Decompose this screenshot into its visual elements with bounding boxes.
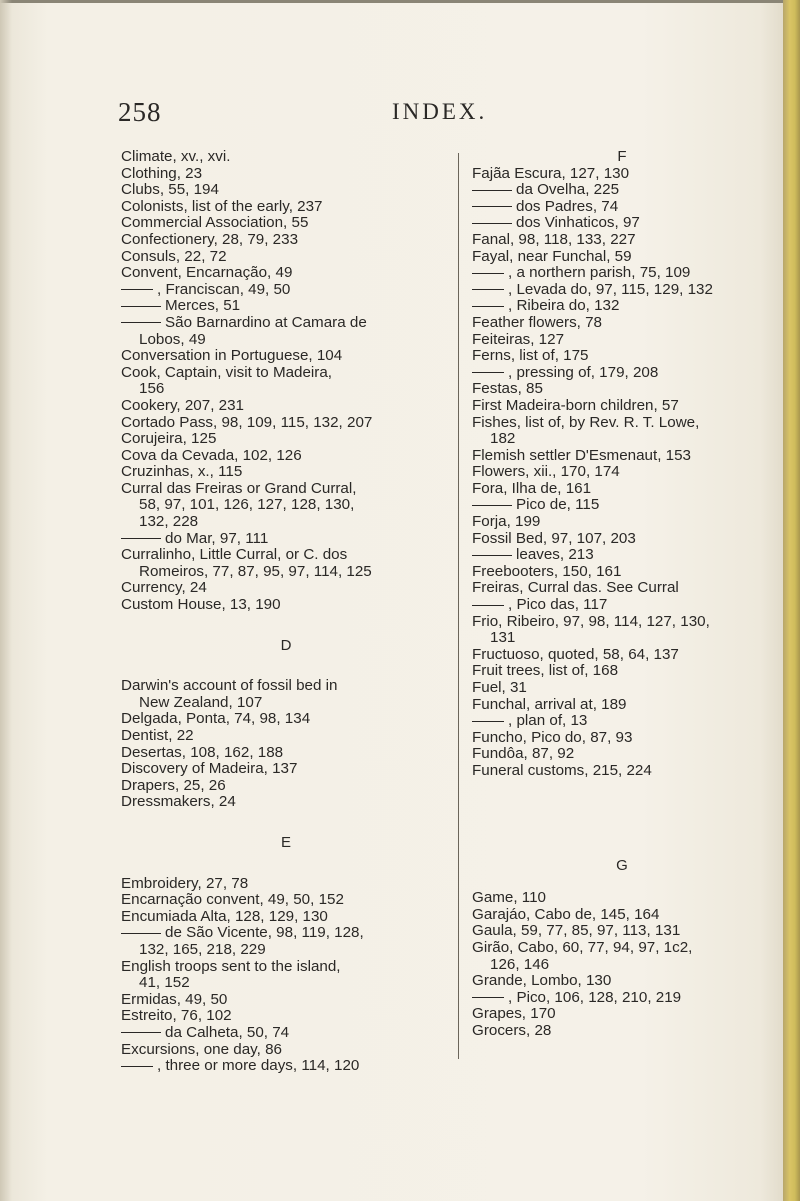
entry-text: Drapers, 25, 26 <box>121 776 226 794</box>
index-entry <box>472 973 772 990</box>
section-spacer <box>472 874 772 890</box>
index-entry <box>121 298 451 315</box>
entry-text: Desertas, 108, 162, 188 <box>121 743 284 761</box>
entry-text: , Levada do, 97, 115, 129, 132 <box>508 280 713 298</box>
index-entry <box>472 763 772 780</box>
entry-text: , three or more days, 114, 120 <box>157 1057 360 1075</box>
index-entry <box>121 481 451 498</box>
entry-text: Estreito, 76, 102 <box>121 1007 232 1025</box>
ditto-dash <box>472 206 512 207</box>
entry-text: Fishes, list of, by Rev. R. T. Lowe, <box>472 413 700 431</box>
entry-text: dos Padres, 74 <box>516 197 619 215</box>
entry-text: leaves, 213 <box>516 546 594 564</box>
entry-text: Clothing, 23 <box>121 164 203 182</box>
top-edge <box>0 0 800 3</box>
page-edge-band <box>783 0 800 1201</box>
ditto-dash <box>121 933 161 934</box>
index-entry <box>472 730 772 747</box>
index-entry <box>472 990 772 1007</box>
entry-text: 182 <box>490 430 516 448</box>
index-entry <box>121 415 451 432</box>
index-entry <box>472 514 772 531</box>
ditto-dash <box>121 538 161 539</box>
entry-text: Funcho, Pico do, 87, 93 <box>472 728 633 746</box>
entry-text: da Calheta, 50, 74 <box>165 1023 290 1041</box>
ditto-dash <box>472 372 504 373</box>
entry-text: E <box>280 833 291 851</box>
index-entry <box>121 959 451 976</box>
ditto-dash <box>121 1032 161 1033</box>
entry-text: Flemish settler D'Esmenaut, 153 <box>472 446 691 464</box>
section-spacer <box>121 654 451 678</box>
entry-text: Curralinho, Little Curral, or C. dos <box>121 546 348 564</box>
entry-text: English troops sent to the island, <box>121 957 341 975</box>
entry-text: Gaula, 59, 77, 85, 97, 113, 131 <box>472 922 681 940</box>
index-entry <box>121 215 451 232</box>
index-entry <box>121 678 451 695</box>
entry-text: Consuls, 22, 72 <box>121 247 227 265</box>
ditto-dash <box>472 223 512 224</box>
index-entry <box>472 597 772 614</box>
index-entry <box>121 695 451 712</box>
ditto-dash <box>472 721 504 722</box>
index-entry <box>121 876 451 893</box>
entry-text: Feiteiras, 127 <box>472 330 565 348</box>
entry-text: Pico de, 115 <box>516 496 600 514</box>
index-entry <box>121 580 451 597</box>
index-entry <box>472 1006 772 1023</box>
index-entry <box>121 597 451 614</box>
entry-text: Darwin's account of fossil bed in <box>121 677 338 695</box>
index-entry <box>121 199 451 216</box>
entry-text: Fajãa Escura, 127, 130 <box>472 164 630 182</box>
index-entry <box>121 232 451 249</box>
index-entry <box>472 957 772 974</box>
entry-text: D <box>280 636 292 654</box>
running-head: INDEX. <box>392 99 488 124</box>
index-entry <box>121 514 451 531</box>
index-entry <box>121 381 451 398</box>
index-entry <box>121 149 451 166</box>
entry-text: Currency, 24 <box>121 579 207 597</box>
entry-text: G <box>616 856 628 874</box>
entry-text: Encarnação convent, 49, 50, 152 <box>121 891 344 909</box>
index-entry <box>121 778 451 795</box>
entry-text: Discovery of Madeira, 137 <box>121 760 298 778</box>
entry-text: Grapes, 170 <box>472 1005 556 1023</box>
ditto-dash <box>121 306 161 307</box>
index-entry <box>121 464 451 481</box>
index-entry <box>472 923 772 940</box>
index-entry <box>121 925 451 942</box>
index-entry <box>472 890 772 907</box>
entry-text: Colonists, list of the early, 237 <box>121 197 323 215</box>
index-entry <box>121 1042 451 1059</box>
index-entry <box>472 564 772 581</box>
index-entry <box>121 728 451 745</box>
entry-text: Fuel, 31 <box>472 679 527 696</box>
index-entry <box>472 348 772 365</box>
entry-text: Custom House, 13, 190 <box>121 596 281 614</box>
entry-text: Flowers, xii., 170, 174 <box>472 463 620 481</box>
index-entry <box>121 398 451 415</box>
column-divider <box>458 153 459 1059</box>
ditto-dash <box>121 289 153 290</box>
entry-text: 58, 97, 101, 126, 127, 128, 130, <box>139 496 355 514</box>
index-entry <box>121 547 451 564</box>
entry-text: F <box>617 148 627 165</box>
index-entry <box>121 182 451 199</box>
index-entry <box>121 249 451 266</box>
section-spacer <box>121 811 451 835</box>
entry-text: Excursions, one day, 86 <box>121 1040 282 1058</box>
index-entry <box>472 332 772 349</box>
section-letter <box>121 638 451 655</box>
entry-text: Merces, 51 <box>165 297 241 315</box>
entry-text: Lobos, 49 <box>139 330 206 348</box>
entry-text: Climate, xv., xvi. <box>121 148 231 165</box>
entry-text: Romeiros, 77, 87, 95, 97, 114, 125 <box>139 562 372 580</box>
entry-text: , a northern parish, 75, 109 <box>508 264 691 282</box>
entry-text: Convent, Encarnação, 49 <box>121 264 293 282</box>
entry-text: Freiras, Curral das. See Curral <box>472 579 679 597</box>
index-entry <box>121 745 451 762</box>
entry-text: 41, 152 <box>139 974 190 992</box>
entry-text: Dressmakers, 24 <box>121 793 236 811</box>
index-entry <box>472 746 772 763</box>
entry-text: Grocers, 28 <box>472 1021 552 1039</box>
index-entry <box>121 909 451 926</box>
entry-text: Fundôa, 87, 92 <box>472 745 575 763</box>
entry-text: São Barnardino at Camara de <box>165 313 367 331</box>
entry-text: Girão, Cabo, 60, 77, 94, 97, 1c2, <box>472 938 693 956</box>
entry-text: Fanal, 98, 118, 133, 227 <box>472 230 636 248</box>
section-spacer <box>472 780 772 858</box>
entry-text: da Ovelha, 225 <box>516 181 620 199</box>
index-entry <box>472 282 772 299</box>
index-entry <box>472 249 772 266</box>
ditto-dash <box>472 306 504 307</box>
index-entry <box>472 215 772 232</box>
index-entry <box>472 647 772 664</box>
entry-text: , Pico das, 117 <box>508 596 608 614</box>
section-letter <box>472 149 772 166</box>
gutter-shadow <box>0 0 12 1201</box>
entry-text: Grande, Lombo, 130 <box>472 972 612 990</box>
index-entry <box>472 298 772 315</box>
entry-text: 132, 228 <box>139 513 199 531</box>
entry-text: 126, 146 <box>490 955 550 973</box>
entry-text: Clubs, 55, 194 <box>121 181 219 199</box>
ditto-dash <box>472 190 512 191</box>
index-entry <box>121 166 451 183</box>
index-entry <box>472 614 772 631</box>
section-spacer <box>121 852 451 876</box>
index-entry <box>472 713 772 730</box>
index-entry <box>472 547 772 564</box>
index-entry <box>472 365 772 382</box>
page-header <box>0 97 800 137</box>
index-entry <box>472 680 772 697</box>
index-entry <box>472 398 772 415</box>
entry-text: , pressing of, 179, 208 <box>508 363 659 381</box>
entry-text: Fruit trees, list of, 168 <box>472 662 619 680</box>
index-entry <box>472 497 772 514</box>
entry-text: Cova da Cevada, 102, 126 <box>121 446 302 464</box>
ditto-dash <box>121 1066 153 1067</box>
section-letter <box>472 858 772 875</box>
index-entry <box>472 199 772 216</box>
ditto-dash <box>121 322 161 323</box>
ditto-dash <box>472 273 504 274</box>
index-entry <box>121 448 451 465</box>
ditto-dash <box>472 997 504 998</box>
ditto-dash <box>472 289 504 290</box>
section-letter <box>121 835 451 852</box>
entry-text: Ferns, list of, 175 <box>472 347 589 365</box>
entry-text: New Zealand, 107 <box>139 693 263 711</box>
index-entry <box>121 1025 451 1042</box>
entry-text: , plan of, 13 <box>508 712 588 730</box>
entry-text: 131 <box>490 629 516 647</box>
entry-text: Commercial Association, 55 <box>121 214 309 232</box>
index-entry <box>121 1058 451 1075</box>
index-entry <box>121 282 451 299</box>
entry-text: Dentist, 22 <box>121 727 194 744</box>
entry-text: 132, 165, 218, 229 <box>139 940 266 958</box>
index-entry <box>121 942 451 959</box>
index-entry <box>121 1008 451 1025</box>
entry-text: Encumiada Alta, 128, 129, 130 <box>121 907 328 925</box>
entry-text: Cookery, 207, 231 <box>121 396 244 414</box>
entry-text: Cortado Pass, 98, 109, 115, 132, 207 <box>121 413 373 431</box>
entry-text: Funeral customs, 215, 224 <box>472 761 652 779</box>
index-entry <box>121 497 451 514</box>
index-entry <box>472 481 772 498</box>
index-entry <box>121 431 451 448</box>
index-entry <box>121 332 451 349</box>
entry-text: Freebooters, 150, 161 <box>472 562 622 580</box>
index-entry <box>121 315 451 332</box>
index-entry <box>472 415 772 432</box>
index-entry <box>121 531 451 548</box>
index-entry <box>472 580 772 597</box>
index-entry <box>472 531 772 548</box>
index-entry <box>121 365 451 382</box>
entry-text: Cruzinhas, x., 115 <box>121 463 243 481</box>
entry-text: dos Vinhaticos, 97 <box>516 214 640 232</box>
entry-text: Fayal, near Funchal, 59 <box>472 247 632 265</box>
index-entry <box>121 761 451 778</box>
entry-text: , Franciscan, 49, 50 <box>157 280 291 298</box>
entry-text: Corujeira, 125 <box>121 430 217 448</box>
entry-text: Curral das Freiras or Grand Curral, <box>121 479 357 497</box>
entry-text: Garajáo, Cabo de, 145, 164 <box>472 905 660 923</box>
index-entry <box>121 564 451 581</box>
index-entry <box>472 940 772 957</box>
section-spacer <box>121 614 451 638</box>
entry-text: Fora, Ilha de, 161 <box>472 479 592 497</box>
entry-text: , Pico, 106, 128, 210, 219 <box>508 988 682 1006</box>
entry-text: Festas, 85 <box>472 380 543 398</box>
entry-text: 156 <box>139 380 165 398</box>
entry-text: Forja, 199 <box>472 513 541 531</box>
index-entry <box>121 892 451 909</box>
entry-text: Embroidery, 27, 78 <box>121 874 249 892</box>
index-entry <box>472 166 772 183</box>
index-entry <box>472 663 772 680</box>
entry-text: Frio, Ribeiro, 97, 98, 114, 127, 130, <box>472 612 710 630</box>
entry-text: First Madeira-born children, 57 <box>472 396 679 414</box>
entry-text: Delgada, Ponta, 74, 98, 134 <box>121 710 311 728</box>
index-entry <box>121 711 451 728</box>
entry-text: Conversation in Portuguese, 104 <box>121 347 343 365</box>
index-column-left <box>121 149 451 1075</box>
entry-text: do Mar, 97, 111 <box>165 529 269 547</box>
index-column-right <box>472 149 772 1040</box>
entry-text: , Ribeira do, 132 <box>508 297 620 315</box>
index-entry <box>472 315 772 332</box>
index-entry <box>472 464 772 481</box>
index-entry <box>472 232 772 249</box>
entry-text: Ermidas, 49, 50 <box>121 990 228 1008</box>
entry-text: Fossil Bed, 97, 107, 203 <box>472 529 636 547</box>
index-entry <box>121 348 451 365</box>
entry-text: Funchal, arrival at, 189 <box>472 695 627 713</box>
index-entry <box>472 381 772 398</box>
index-entry <box>121 265 451 282</box>
entry-text: Confectionery, 28, 79, 233 <box>121 230 299 248</box>
ditto-dash <box>472 605 504 606</box>
ditto-dash <box>472 555 512 556</box>
index-entry <box>472 907 772 924</box>
entry-text: Cook, Captain, visit to Madeira, <box>121 363 333 381</box>
index-entry <box>121 975 451 992</box>
entry-text: Fructuoso, quoted, 58, 64, 137 <box>472 645 679 663</box>
index-entry <box>472 697 772 714</box>
index-entry <box>472 630 772 647</box>
page-number: 258 <box>118 97 162 127</box>
entry-text: Feather flowers, 78 <box>472 313 602 331</box>
index-entry <box>472 265 772 282</box>
index-entry <box>472 448 772 465</box>
index-entry <box>121 794 451 811</box>
index-entry <box>472 1023 772 1040</box>
entry-text: Game, 110 <box>472 889 547 907</box>
index-entry <box>472 182 772 199</box>
entry-text: de São Vicente, 98, 119, 128, <box>165 924 364 942</box>
index-entry <box>472 431 772 448</box>
index-entry <box>121 992 451 1009</box>
ditto-dash <box>472 505 512 506</box>
